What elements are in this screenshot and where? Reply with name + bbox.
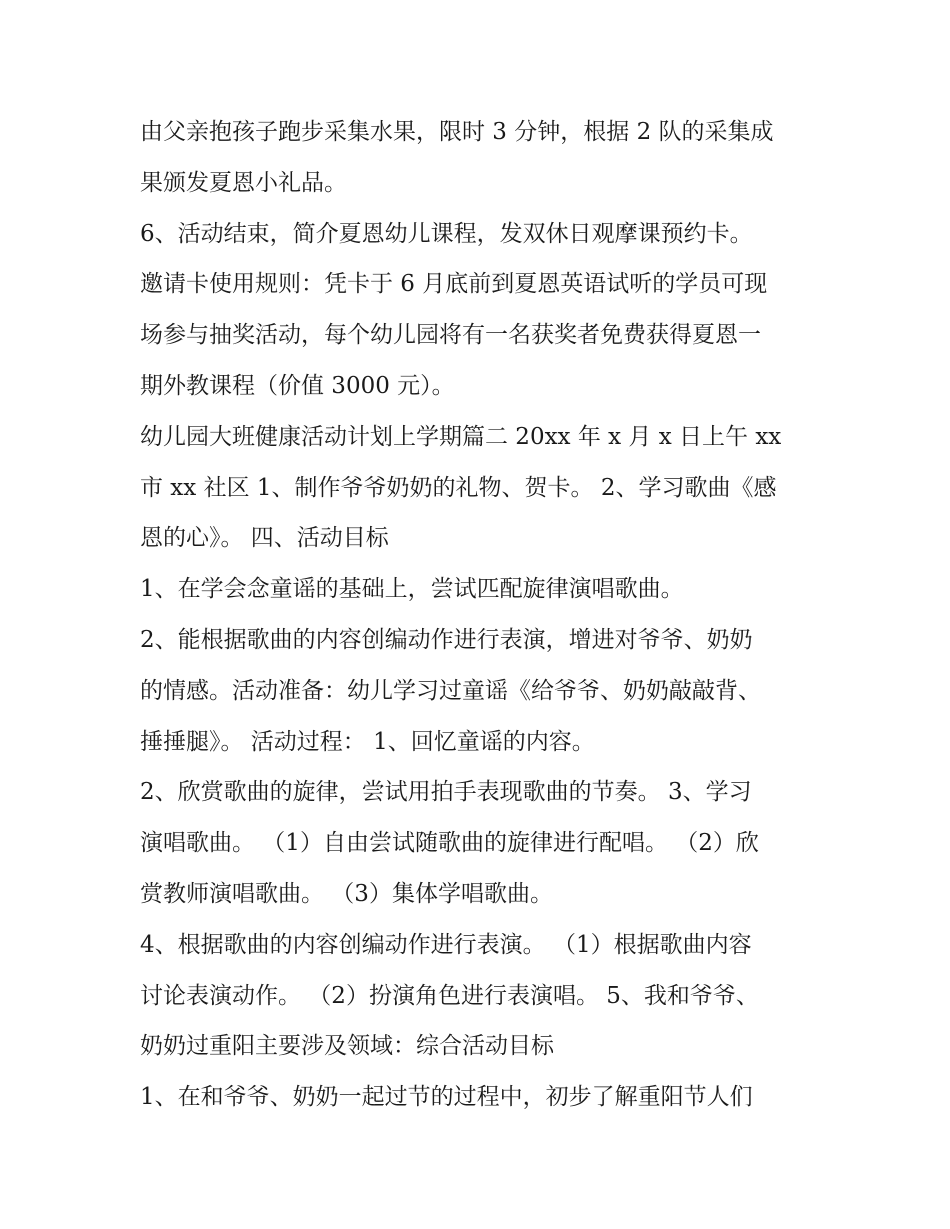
text-line: 幼儿园大班健康活动计划上学期篇二 20xx 年 x 月 x 日上午 xx xyxy=(140,423,782,450)
text-line: 捶捶腿》。 活动过程： 1、回忆童谣的内容。 xyxy=(140,728,595,755)
text-line: 4、根据歌曲的内容创编动作进行表演。 （1）根据歌曲内容 xyxy=(140,931,752,958)
text-line: 邀请卡使用规则：凭卡于 6 月底前到夏恩英语试听的学员可现 xyxy=(140,271,768,298)
text-line: 2、能根据歌曲的内容创编动作进行表演，增进对爷爷、奶奶 xyxy=(140,626,753,653)
text-line: 奶奶过重阳主要涉及领域：综合活动目标 xyxy=(140,1033,554,1060)
text-line: 市 xx 社区 1、制作爷爷奶奶的礼物、贺卡。 2、学习歌曲《感 xyxy=(140,474,777,501)
text-line: 1、在学会念童谣的基础上，尝试匹配旋律演唱歌曲。 xyxy=(140,576,684,603)
text-line: 1、在和爷爷、奶奶一起过节的过程中，初步了解重阳节人们 xyxy=(140,1084,753,1111)
text-line: 演唱歌曲。 （1）自由尝试随歌曲的旋律进行配唱。 （2）欣 xyxy=(140,830,759,857)
text-line: 6、活动结束，简介夏恩幼儿课程，发双休日观摩课预约卡。 xyxy=(140,220,753,247)
text-line: 由父亲抱孩子跑步采集水果，限时 3 分钟，根据 2 队的采集成 xyxy=(140,119,774,145)
text-line: 2、欣赏歌曲的旋律，尝试用拍手表现歌曲的节奏。 3、学习 xyxy=(140,779,752,806)
text-line: 场参与抽奖活动，每个幼儿园将有一名获奖者免费获得夏恩一 xyxy=(140,322,761,349)
text-line: 赏教师演唱歌曲。 （3）集体学唱歌曲。 xyxy=(140,880,553,907)
text-line: 恩的心》。 四、活动目标 xyxy=(140,525,389,552)
text-line: 讨论表演动作。 （2）扮演角色进行表演唱。 5、我和爷爷、 xyxy=(140,982,759,1009)
text-line: 期外教课程（价值 3000 元）。 xyxy=(140,372,455,399)
document-body xyxy=(140,107,820,1123)
text-line: 的情感。活动准备：幼儿学习过童谣《给爷爷、奶奶敲敲背、 xyxy=(140,677,761,704)
text-line: 果颁发夏恩小礼品。 xyxy=(140,169,347,196)
